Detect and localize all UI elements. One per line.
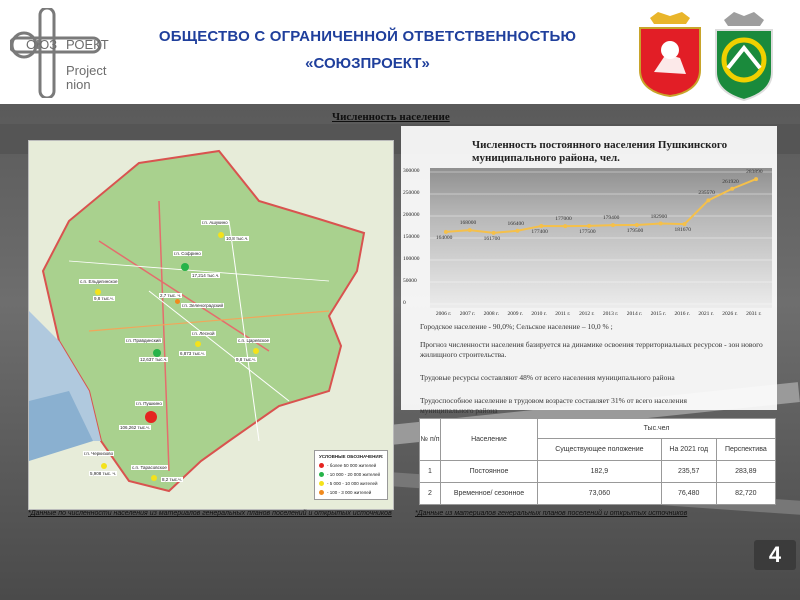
text-labor-resources: Трудовые ресурсы составляют 48% от всего населения муниципального района [420,373,675,382]
data-point [587,224,591,228]
legend-swatch-1 [319,463,324,468]
y-tick-label: 100000 [403,256,420,262]
x-tick-label: 2010 г. [531,311,547,317]
map-label-pravdinsky: г.п. Правдинский [126,338,161,343]
data-label: 166400 [507,220,524,227]
x-tick-label: 2012 г. [579,311,595,317]
map-value-lesnoy: 6,873 тыс.ч. [180,351,205,356]
map-value-sofrino: 17,214 тыс.ч. [192,273,220,278]
cherkizovo-marker [101,463,107,469]
legend-swatch-4 [319,490,324,495]
x-tick-label: 2009 г. [507,311,523,317]
map-label-lesnoy: г.п. Лесной [192,331,215,336]
company-name-line1: ОБЩЕСТВО С ОГРАНИЧЕННОЙ ОТВЕТСТВЕННОСТЬЮ [158,28,577,45]
table-header-existing: Существующее положение [538,439,662,461]
company-logo [10,8,130,98]
map-legend [314,450,388,500]
logo-text-3: Project [66,63,107,78]
population-series-line [446,179,756,233]
x-tick-label: 2031 г. [746,311,762,317]
map-value-tarasovskoe: 8,2 тыс.ч. [162,477,182,482]
table-header-group: Тыс.чел [538,419,776,439]
data-label: 235570 [698,190,715,197]
legend-label-3: - 5 000 - 10 000 жителей [327,481,378,486]
table-row [420,461,776,483]
cell-num: 1 [420,461,441,483]
map-label-zelenogradsky: г.п. Зеленоградский [182,303,223,308]
data-label: 168000 [459,220,477,227]
x-tick-label: 2011 г. [555,311,571,317]
data-point [683,222,687,226]
table-header-2021: На 2021 год [661,439,716,461]
cell-2021: 76,480 [661,483,716,505]
legend-item-4 [319,490,371,495]
legend-swatch-3 [319,481,324,486]
data-point [516,229,520,233]
logo-text-1: ОЮЗ [26,37,58,52]
data-point [539,224,543,228]
data-label: 177500 [579,228,596,235]
table-header-prospect: Перспектива [716,439,775,461]
map-value-pushkino: 106,262 тыс.ч. [120,425,150,430]
x-tick-label: 2014 г. [626,311,643,317]
tarasovskoe-marker [151,475,157,481]
map-value-ashukino: 10,8 тыс.ч. [226,236,249,241]
data-point [611,223,615,227]
data-label: 177400 [531,228,548,235]
data-point [444,230,448,234]
map-label-sofrino: г.п. Софрино [174,251,201,256]
page-number: 4 [754,540,796,570]
company-name-line2: «СОЮЗПРОЕКТ» [305,55,430,72]
population-line-chart [430,168,772,308]
logo-text-4: nion [66,77,91,92]
zelenogradsky-marker [175,299,180,304]
data-point [468,228,472,232]
y-tick-label: 300000 [403,168,420,174]
text-forecast: Прогноз численности населения базируется на динамике освоения территориальных ресурсов - зон нового жилищного строительства. [420,340,763,359]
map-value-eldigino: 9,8 тыс.ч. [94,296,114,301]
legend-item-1 [319,463,376,468]
legend-title: УСЛОВНЫЕ ОБОЗНАЧЕНИЯ: [319,454,384,459]
legend-item-3 [319,481,378,486]
map-value-pravdinsky: 12,637 тыс.ч. [140,357,168,362]
pravdinsky-marker [153,349,161,357]
cell-prospect: 82,720 [716,483,775,505]
logo-text-2: РОЕКТ [66,37,109,52]
data-point [730,187,734,191]
data-label: 182900 [650,213,668,220]
text-able-bodied: Трудоспособное население в трудовом возрасте составляет 31% от всего населения муниципального района [420,396,687,415]
x-tick-label: 2013 г. [602,311,619,317]
legend-label-2: - 10 000 - 20 000 жителей [327,472,381,477]
text-population-share: Городское население - 90,0%; Сельское население – 10,0 % ; [420,322,613,331]
pushkino-crest-icon [714,10,774,102]
chart-title: Численность постоянного населения Пушкинского муниципального района, чел. [472,139,728,164]
sofrino-marker [181,263,189,271]
map-label-tsarevskoe: с.п. Царевское [238,338,269,343]
table-row [420,483,776,505]
cell-name: Временное/ сезонное [441,483,538,505]
data-label: 179400 [602,215,620,222]
map-value-zelenogradsky: 2,7 тыс. ч. [160,293,182,298]
legend-label-1: - более 50 000 жителей [327,463,377,468]
x-tick-label: 2006 г. [435,311,452,317]
data-point [706,198,710,202]
cell-existing: 73,060 [538,483,662,505]
tsarevskoe-marker [253,348,259,354]
chart-plot-area [430,168,772,308]
footnote-left: *Данные по численности населения из материалов генеральных планов поселений и открытых источников [28,510,392,517]
cell-prospect: 283,89 [716,461,775,483]
ashukino-marker [218,232,224,238]
x-tick-label: 2021 г. [698,311,714,317]
x-tick-label: 2015 г. [650,311,667,317]
legend-item-2 [319,472,380,477]
lesnoy-marker [195,341,201,347]
data-point [659,222,663,226]
moscow-oblast-crest-icon [636,10,704,98]
y-tick-label: 50000 [403,278,417,284]
y-tick-label: 0 [403,300,406,306]
legend-label-4: - 100 - 3 000 жителей [327,490,372,495]
map-value-cherkizovo: 5,908 тыс. ч. [90,471,117,476]
map-label-pushkino: г.п. Пушкино [136,401,162,406]
data-label: 177000 [555,216,572,223]
header [0,0,800,104]
data-point [492,231,496,235]
data-point [635,223,639,227]
data-point [563,224,567,228]
y-tick-label: 150000 [403,234,420,240]
map-label-ashukino: г.п. Ашукино [202,220,228,225]
footnote-right: *Данные из материалов генеральных планов поселений и открытых источников [415,510,688,517]
data-label: 179500 [626,228,644,235]
map-label-cherkizovo: г.п. Черкизово [84,451,114,456]
map-label-tarasovskoe: с.п. Тарасовское [132,465,167,470]
data-label: 161700 [483,235,501,242]
data-label: 261920 [722,178,739,185]
x-tick-label: 2008 г. [483,311,500,317]
map-value-tsarevskoe: 9,8 тыс.ч. [236,357,256,362]
legend-swatch-2 [319,472,324,477]
x-tick-label: 2016 г. [674,311,690,317]
cell-name: Постоянное [441,461,538,483]
table-header-population: Население [441,419,538,461]
cell-2021: 235,57 [661,461,716,483]
population-table [419,418,776,505]
eldigino-marker [95,289,101,295]
data-label: 283890 [746,169,763,176]
map-label-eldigino: с.п. Ельдигинское [80,279,118,284]
x-tick-label: 2026 г. [722,311,738,317]
data-label: 181670 [674,227,691,234]
x-tick-label: 2007 г. [459,311,476,317]
cell-num: 2 [420,483,441,505]
section-title: Численность население [332,111,450,123]
y-tick-label: 200000 [403,212,420,218]
table-header-num: № п/п [420,419,441,461]
y-tick-label: 250000 [403,190,420,196]
data-label: 164000 [435,234,453,241]
data-point [754,177,758,181]
cell-existing: 182,9 [538,461,662,483]
pushkino-marker [145,411,157,423]
